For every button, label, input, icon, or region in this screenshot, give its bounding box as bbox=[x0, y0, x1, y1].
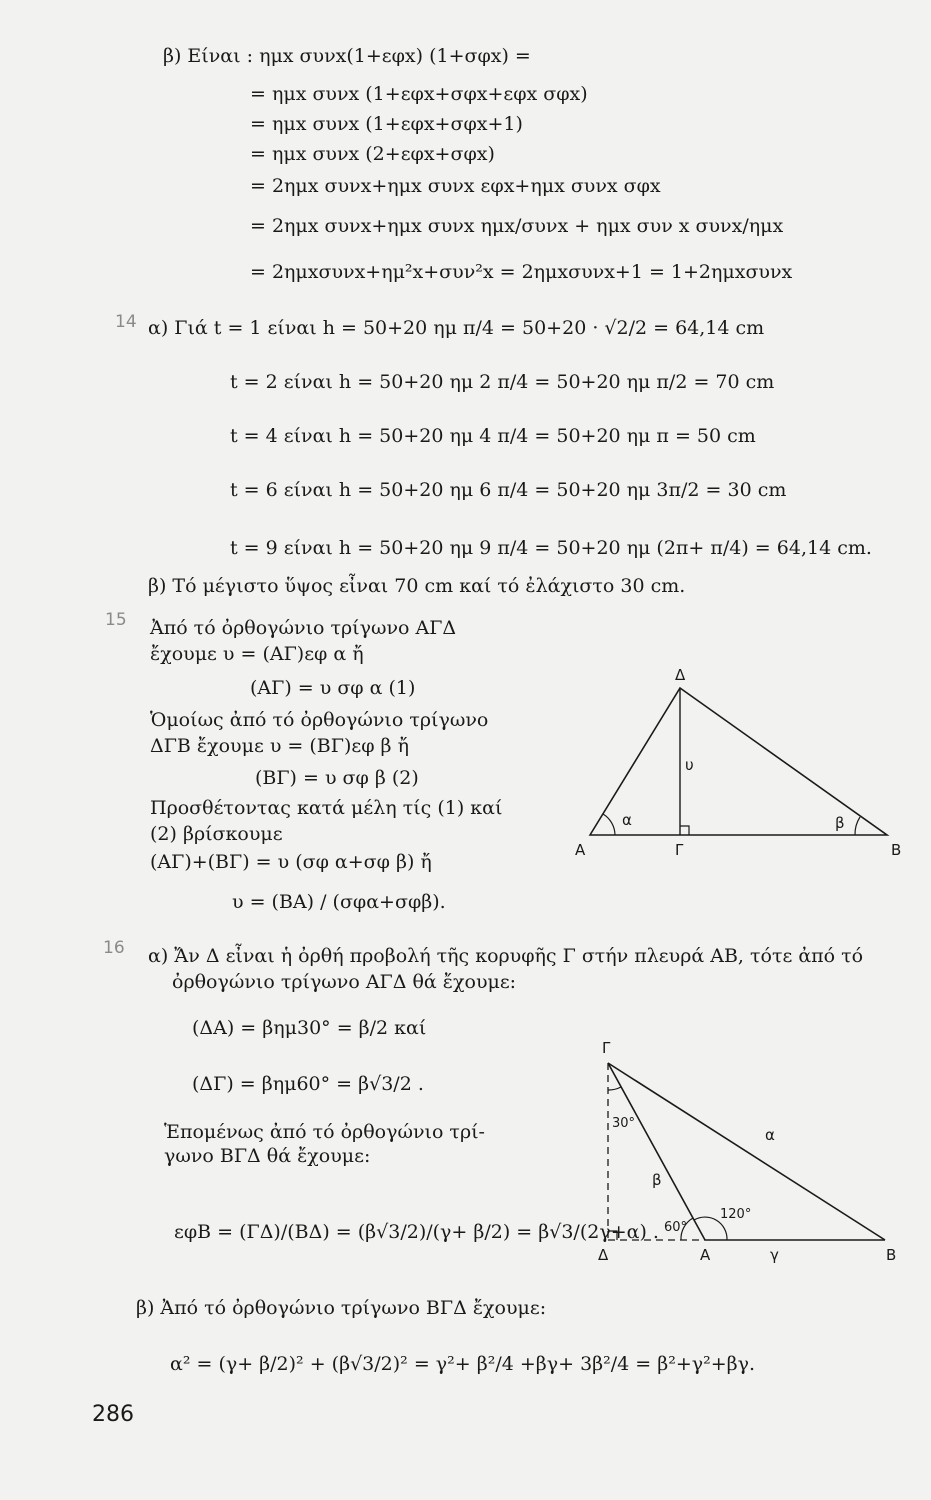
p15-line-5: ΔΓΒ ἔχουμε υ = (ΒΓ)εφ β ἤ bbox=[150, 735, 409, 757]
p16-line-3: (ΔΑ) = βημ30° = β/2 καί bbox=[192, 1017, 427, 1039]
p15-line-8: (2) βρίσκουμε bbox=[150, 823, 283, 845]
p15-line-2: ἔχουμε υ = (ΑΓ)εφ α ἤ bbox=[150, 643, 364, 665]
p14-line-1: α) Γιά t = 1 είναι h = 50+20 ημ π/4 = 50+20 · √2/2 = 64,14 cm bbox=[148, 317, 765, 339]
p16-label-G: Γ bbox=[602, 1039, 611, 1057]
beta-line-4: = ημx συνx (2+εφx+σφx) bbox=[250, 143, 495, 165]
p16-line-1: α) Ἄν Δ εἶναι ἡ ὀρθή προβολή τῆς κορυφῆς Γ στήν πλευρά ΑΒ, τότε ἀπό τό bbox=[148, 945, 864, 967]
page-number: 286 bbox=[92, 1402, 134, 1427]
p15-line-4: Ὁμοίως ἀπό τό ὀρθογώνιο τρίγωνο bbox=[150, 709, 489, 731]
p16-label-a: α bbox=[765, 1126, 775, 1144]
p16-line-5: Ἑπομένως ἀπό τό ὀρθογώνιο τρί- bbox=[164, 1121, 485, 1143]
problem-number-15: 15 bbox=[105, 610, 127, 630]
p15-line-1: Ἀπό τό ὀρθογώνιο τρίγωνο ΑΓΔ bbox=[150, 617, 457, 639]
p16-line-9: α² = (γ+ β/2)² + (β√3/2)² = γ²+ β²/4 +βγ+ 3β²/4 = β²+γ²+βγ. bbox=[170, 1353, 756, 1375]
p16-label-c: γ bbox=[770, 1246, 779, 1264]
p16-line-4: (ΔΓ) = βημ60° = β√3/2 . bbox=[192, 1073, 424, 1095]
p15-line-7: Προσθέτοντας κατά μέλη τίς (1) καί bbox=[150, 797, 503, 819]
beta-line-7: = 2ημxσυνx+ημ²x+συν²x = 2ημxσυνx+1 = 1+2ημxσυνx bbox=[250, 261, 793, 283]
problem-number-14: 14 bbox=[115, 312, 137, 332]
beta-line-3: = ημx συνx (1+εφx+σφx+1) bbox=[250, 113, 523, 135]
p14-beta: β) Τό μέγιστο ὕψος εἶναι 70 cm καί τό ἐλάχιστο 30 cm. bbox=[148, 575, 686, 597]
p15-label-alpha: α bbox=[622, 811, 632, 829]
p16-label-30: 30° bbox=[612, 1116, 636, 1131]
beta-line-6: = 2ημx συνx+ημx συνx ημx/συνx + ημx συν x συνx/ημx bbox=[250, 215, 784, 237]
p15-label-beta: β bbox=[835, 814, 845, 832]
p16-line-6: γωνο ΒΓΔ θά ἔχουμε: bbox=[164, 1145, 371, 1167]
p15-line-6: (ΒΓ) = υ σφ β (2) bbox=[255, 767, 419, 789]
p15-label-B: Β bbox=[891, 841, 902, 859]
p16-label-b: β bbox=[652, 1171, 662, 1189]
p16-line-7: εφΒ = (ΓΔ)/(ΒΔ) = (β√3/2)/(γ+ β/2) = β√3/(2γ+α) . bbox=[174, 1221, 659, 1243]
p16-label-B: Β bbox=[886, 1246, 897, 1264]
p16-line-2: ὀρθογώνιο τρίγωνο ΑΓΔ θά ἔχουμε: bbox=[172, 971, 517, 993]
p16-line-8: β) Ἀπό τό ὀρθογώνιο τρίγωνο ΒΓΔ ἔχουμε: bbox=[136, 1297, 547, 1319]
p16-label-A: Α bbox=[700, 1246, 711, 1264]
problem-number-16: 16 bbox=[103, 938, 125, 958]
p15-line-10: υ = (ΒΑ) / (σφα+σφβ). bbox=[232, 891, 446, 913]
p15-line-9: (ΑΓ)+(ΒΓ) = υ (σφ α+σφ β) ἤ bbox=[150, 851, 432, 873]
beta-line-5: = 2ημx συνx+ημx συνx εφx+ημx συνx σφx bbox=[250, 175, 661, 197]
p15-label-D: Δ bbox=[675, 666, 686, 684]
p14-line-4: t = 6 είναι h = 50+20 ημ 6 π/4 = 50+20 ημ 3π/2 = 30 cm bbox=[230, 479, 787, 501]
beta-line-2: = ημx συνx (1+εφx+σφx+εφx σφx) bbox=[250, 83, 588, 105]
p16-label-D: Δ bbox=[598, 1246, 609, 1264]
p14-line-5: t = 9 είναι h = 50+20 ημ 9 π/4 = 50+20 ημ (2π+ π/4) = 64,14 cm. bbox=[230, 537, 872, 559]
p15-label-u: υ bbox=[685, 756, 694, 774]
p14-line-3: t = 4 είναι h = 50+20 ημ 4 π/4 = 50+20 ημ π = 50 cm bbox=[230, 425, 756, 447]
p16-label-120: 120° bbox=[720, 1207, 752, 1222]
beta-line-1: β) Είναι : ημx συνx(1+εφx) (1+σφx) = bbox=[163, 45, 531, 67]
p15-line-3: (ΑΓ) = υ σφ α (1) bbox=[250, 677, 416, 699]
p16-label-60: 60° bbox=[664, 1220, 688, 1235]
p15-label-G: Γ bbox=[675, 841, 684, 859]
p14-line-2: t = 2 είναι h = 50+20 ημ 2 π/4 = 50+20 ημ π/2 = 70 cm bbox=[230, 371, 775, 393]
p15-triangle-figure bbox=[565, 660, 915, 865]
p15-label-A: Α bbox=[575, 841, 586, 859]
p16-triangle-figure bbox=[590, 1035, 920, 1270]
